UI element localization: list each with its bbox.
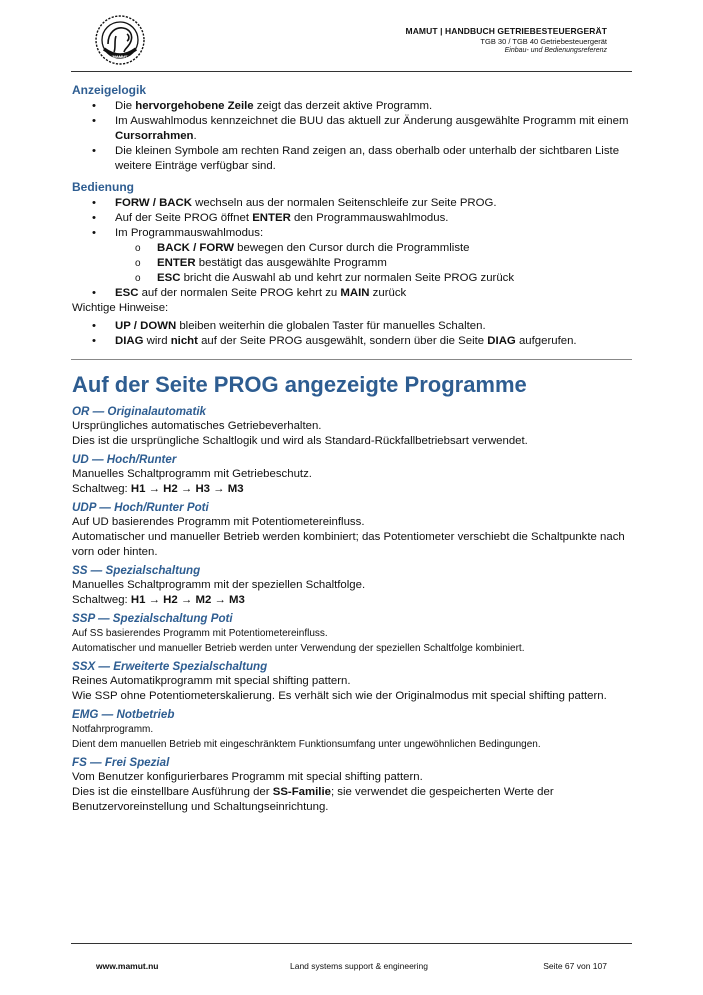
list-item: • Die kleinen Symbole am rechten Rand zeigen an, dass oberhalb oder unterhalb der sichtbaren Liste weitere Einträge verfügbar sind.	[115, 144, 632, 174]
program-text: Vom Benutzer konfigurierbares Programm mit special shifting pattern.	[72, 771, 423, 783]
program-title-emg: EMG — Notbetrieb	[72, 708, 175, 721]
text: bestätigt das ausgewählte Programm	[195, 257, 387, 269]
text: .	[193, 130, 197, 142]
program-text	[72, 785, 632, 815]
bedienung-list	[72, 196, 632, 241]
list-item	[115, 114, 632, 144]
program-text: Auf SS basierendes Programm mit Potentiometereinfluss.	[72, 628, 328, 639]
text: Im Programmauswahlmodus:	[115, 227, 264, 239]
program-title-or: OR — Originalautomatik	[72, 405, 206, 418]
program-title-udp: UDP — Hoch/Runter Poti	[72, 501, 209, 514]
text: den Programmauswahlmodus.	[290, 212, 449, 224]
bold-text: SS-Familie	[272, 786, 331, 798]
program-text	[72, 482, 632, 497]
bedienung-list-end	[72, 286, 632, 301]
shift-path: H1 → H2 → M2 → M3	[130, 594, 245, 606]
program-text: Ursprüngliches automatisches Getriebeverhalten.	[72, 420, 322, 432]
bold-text: DIAG	[115, 335, 144, 347]
text: bleiben weiterhin die globalen Taster für manuelles Schalten.	[176, 320, 486, 332]
text: Dies ist die einstellbare Ausführung der	[72, 786, 273, 798]
section-divider	[71, 359, 632, 360]
footer-page-number: Seite 67 von 107	[543, 961, 607, 971]
hinweise-label: Wichtige Hinweise:	[72, 302, 169, 314]
text: auf der Seite PROG ausgewählt, sondern über die Seite	[197, 335, 488, 347]
sublist-item	[157, 241, 632, 256]
list-item	[115, 99, 632, 114]
bold-text: ENTER	[157, 257, 196, 269]
list-item	[115, 226, 632, 241]
mamut-logo-icon	[94, 14, 146, 66]
text: auf der normalen Seite PROG kehrt zu	[138, 287, 341, 299]
program-title-ud: UD — Hoch/Runter	[72, 453, 177, 466]
main-content	[72, 78, 632, 815]
bedienung-sublist	[72, 241, 632, 286]
program-text	[72, 593, 632, 608]
text: bewegen den Cursor durch die Programmliste	[234, 242, 470, 254]
list-item	[115, 196, 632, 211]
program-text: Automatischer und manueller Betrieb werden unter Verwendung der speziellen Schaltfolge kombiniert.	[72, 643, 525, 654]
text: Schaltweg:	[72, 483, 131, 495]
footer-tagline: Land systems support & engineering	[290, 961, 428, 971]
text: bricht die Auswahl ab und kehrt zur normalen Seite PROG zurück	[180, 272, 515, 284]
bold-text: ESC	[115, 287, 139, 299]
anzeigelogik-list	[72, 99, 632, 174]
program-text: Auf UD basierendes Programm mit Potentiometereinfluss.	[72, 516, 365, 528]
text: zeigt das derzeit aktive Programm.	[253, 100, 433, 112]
program-text: Notfahrprogramm.	[72, 724, 154, 735]
bold-text: UP / DOWN	[115, 320, 177, 332]
text: Auf der Seite PROG öffnet	[115, 212, 253, 224]
logo-text: MAMUT	[112, 54, 128, 59]
bold-text: MAIN	[340, 287, 370, 299]
programs-heading: Auf der Seite PROG angezeigte Programme	[72, 372, 527, 397]
footer-rule	[71, 943, 632, 944]
program-text: Dient dem manuellen Betrieb mit eingeschränktem Funktionsumfang unter ungewöhnlichen Bedingungen.	[72, 739, 541, 750]
header-subtitle2: Einbau- und Bedienungsreferenz	[504, 47, 607, 54]
list-item	[115, 334, 632, 349]
header-title: MAMUT | HANDBUCH GETRIEBESTEUERGERÄT	[405, 26, 607, 36]
program-text: Manuelles Schaltprogramm mit der speziellen Schaltfolge.	[72, 579, 366, 591]
list-item	[115, 211, 632, 226]
sublist-item	[157, 271, 632, 286]
program-text: Automatischer und manueller Betrieb werden kombiniert; das Potentiometer verschiebt die Schaltpunkte nach vorn oder hinten.	[72, 531, 625, 558]
text: Im Auswahlmodus kennzeichnet die BUU das aktuell zur Änderung ausgewählte Programm mit einem	[115, 115, 629, 127]
bold-text: DIAG	[487, 335, 516, 347]
program-title-fs: FS — Frei Spezial	[72, 756, 170, 769]
program-title-ssp: SSP — Spezialschaltung Poti	[72, 612, 233, 625]
text: Schaltweg:	[72, 594, 131, 606]
program-title-ssx: SSX — Erweiterte Spezialschaltung	[72, 660, 268, 673]
bold-text: Cursorrahmen	[115, 130, 194, 142]
bold-text: hervorgehobene Zeile	[135, 100, 254, 112]
bold-text: ESC	[157, 272, 181, 284]
hinweise-list	[72, 319, 632, 349]
header-subtitle: TGB 30 / TGB 40 Getriebesteuergerät	[480, 37, 607, 46]
bold-text: BACK / FORW	[157, 242, 234, 254]
text: ; sie verwendet die gespeicherten Werte der Benutzervoreinstellung und Schaltungseinrichtung.	[72, 786, 554, 813]
program-text: Dies ist die ursprüngliche Schaltlogik und wird als Standard-Rückfallbetriebsart verwendet.	[72, 435, 528, 447]
program-title-ss: SS — Spezialschaltung	[72, 564, 201, 577]
section-heading-anzeigelogik: Anzeigelogik	[72, 83, 147, 97]
program-text: Manuelles Schaltprogramm mit Getriebeschutz.	[72, 468, 312, 480]
program-text: Wie SSP ohne Potentiometerskalierung. Es verhält sich wie der Originalmodus mit special shifting pattern.	[72, 690, 607, 702]
list-item	[115, 319, 632, 334]
text: aufgerufen.	[515, 335, 577, 347]
header-rule	[71, 71, 632, 72]
sublist-item	[157, 256, 632, 271]
shift-path: H1 → H2 → H3 → M3	[130, 483, 244, 495]
text: Die	[115, 100, 136, 112]
text: wird	[143, 335, 171, 347]
program-text: Reines Automatikprogramm mit special shifting pattern.	[72, 675, 351, 687]
bold-text: nicht	[170, 335, 198, 347]
bold-text: FORW / BACK	[115, 197, 192, 209]
text: zurück	[369, 287, 407, 299]
footer-website: www.mamut.nu	[96, 961, 159, 971]
text: wechseln aus der normalen Seitenschleife zur Seite PROG.	[192, 197, 497, 209]
bold-text: ENTER	[252, 212, 291, 224]
list-item	[115, 286, 632, 301]
section-heading-bedienung: Bedienung	[72, 180, 134, 194]
